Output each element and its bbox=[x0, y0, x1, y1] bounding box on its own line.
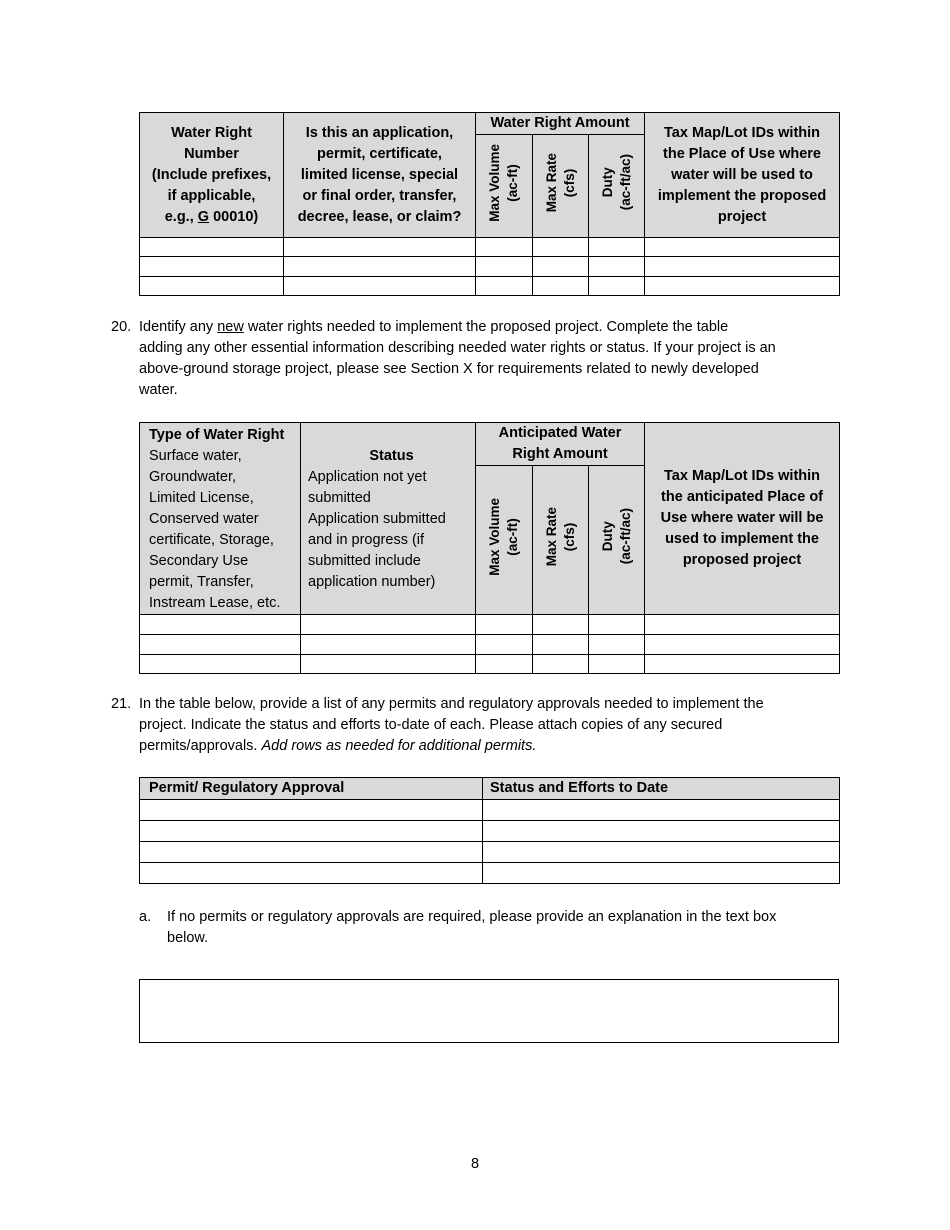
table-cell[interactable] bbox=[589, 277, 645, 296]
table-cell[interactable] bbox=[284, 277, 476, 296]
table-cell[interactable] bbox=[645, 238, 840, 257]
table-cell[interactable] bbox=[645, 257, 840, 277]
table-cell[interactable] bbox=[645, 655, 840, 674]
table-cell[interactable] bbox=[533, 635, 589, 655]
table-cell[interactable] bbox=[589, 238, 645, 257]
table-cell[interactable] bbox=[140, 635, 301, 655]
max-volume-header: Max Volume (ac-ft) bbox=[476, 135, 533, 238]
table-cell[interactable] bbox=[645, 615, 840, 635]
table-cell[interactable] bbox=[589, 655, 645, 674]
table-cell[interactable] bbox=[483, 800, 840, 821]
table-cell[interactable] bbox=[140, 655, 301, 674]
tax-map-lot-header: Tax Map/Lot IDs within the anticipated Place of Use where water will be used to implement the proposed project bbox=[645, 423, 840, 615]
table-cell[interactable] bbox=[483, 821, 840, 842]
table-row bbox=[140, 277, 840, 296]
table-row bbox=[140, 800, 840, 821]
permits-table bbox=[139, 777, 840, 884]
document-type-header: Is this an application, permit, certificate, limited license, special or final order, transfer, decree, lease, or claim? bbox=[284, 113, 476, 238]
table-cell[interactable] bbox=[140, 615, 301, 635]
question-number: 21. bbox=[111, 696, 132, 712]
table-cell[interactable] bbox=[589, 257, 645, 277]
existing-water-rights-table bbox=[139, 112, 840, 296]
table-row bbox=[140, 635, 840, 655]
tax-map-lot-header: Tax Map/Lot IDs within the Place of Use where water will be used to implement the proposed project bbox=[645, 113, 840, 238]
table-cell[interactable] bbox=[476, 238, 533, 257]
type-of-water-right-header: Type of Water Right Surface water, Groundwater, Limited License, Conserved water certificate, Storage, Secondary Use permit, Transfer, Instream Lease, etc. bbox=[140, 423, 301, 615]
duty-header: Duty (ac-ft/ac) bbox=[589, 135, 645, 238]
permit-approval-header: Permit/ Regulatory Approval bbox=[140, 778, 483, 800]
table-cell[interactable] bbox=[533, 655, 589, 674]
new-water-rights-table bbox=[139, 422, 840, 674]
water-right-amount-header: Water Right Amount bbox=[476, 113, 645, 135]
question-21a-text: If no permits or regulatory approvals are required, please provide an explanation in the text box below. bbox=[167, 909, 777, 946]
duty-header: Duty (ac-ft/ac) bbox=[589, 466, 645, 615]
table-cell[interactable] bbox=[533, 257, 589, 277]
max-rate-header: Max Rate (cfs) bbox=[533, 135, 589, 238]
status-header: Status Application not yet submitted Application submitted and in progress (if submitted include application number) bbox=[301, 423, 476, 615]
table-cell[interactable] bbox=[645, 635, 840, 655]
table-cell[interactable] bbox=[140, 821, 483, 842]
table-row bbox=[140, 821, 840, 842]
max-rate-header: Max Rate (cfs) bbox=[533, 466, 589, 615]
table-cell[interactable] bbox=[476, 615, 533, 635]
table-cell[interactable] bbox=[284, 257, 476, 277]
table-cell[interactable] bbox=[140, 842, 483, 863]
table-cell[interactable] bbox=[140, 277, 284, 296]
max-volume-header: Max Volume (ac-ft) bbox=[476, 466, 533, 615]
table-row bbox=[140, 863, 840, 884]
table-cell[interactable] bbox=[589, 615, 645, 635]
table-cell[interactable] bbox=[140, 800, 483, 821]
table-cell[interactable] bbox=[140, 863, 483, 884]
explanation-text-box[interactable] bbox=[139, 979, 839, 1043]
table-cell[interactable] bbox=[483, 863, 840, 884]
water-right-number-header: Water Right Number (Include prefixes, if applicable, e.g., G 00010) bbox=[140, 113, 284, 238]
sub-question-letter: a. bbox=[139, 909, 152, 925]
table-cell[interactable] bbox=[301, 635, 476, 655]
table-row bbox=[140, 615, 840, 635]
table-cell[interactable] bbox=[301, 655, 476, 674]
table-row bbox=[140, 257, 840, 277]
table-cell[interactable] bbox=[645, 277, 840, 296]
table-cell[interactable] bbox=[476, 655, 533, 674]
table-cell[interactable] bbox=[533, 277, 589, 296]
table-cell[interactable] bbox=[476, 277, 533, 296]
table-cell[interactable] bbox=[284, 238, 476, 257]
question-21-text: In the table below, provide a list of any permits and regulatory approvals needed to implement the project. Indicate the status and efforts to-date of each. Please attach copies of any secured permits/approvals. Add rows as needed for additional permits. bbox=[139, 696, 764, 754]
table-cell[interactable] bbox=[140, 257, 284, 277]
table-row bbox=[140, 238, 840, 257]
table-cell[interactable] bbox=[533, 615, 589, 635]
page-number: 8 bbox=[470, 1156, 480, 1172]
status-efforts-header: Status and Efforts to Date bbox=[483, 778, 840, 800]
table-row bbox=[140, 655, 840, 674]
table-cell[interactable] bbox=[140, 238, 284, 257]
table-cell[interactable] bbox=[476, 635, 533, 655]
table-cell[interactable] bbox=[483, 842, 840, 863]
table-cell[interactable] bbox=[589, 635, 645, 655]
question-number: 20. bbox=[111, 319, 132, 335]
table-cell[interactable] bbox=[476, 257, 533, 277]
table-cell[interactable] bbox=[301, 615, 476, 635]
question-20-text: Identify any new water rights needed to implement the proposed project. Complete the table adding any other essential information describing needed water rights or status. If your project is an above-ground storage project, please see Section X for requirements related to newly developed water. bbox=[139, 319, 776, 398]
table-cell[interactable] bbox=[533, 238, 589, 257]
table-row bbox=[140, 842, 840, 863]
anticipated-amount-header: Anticipated Water Right Amount bbox=[476, 423, 645, 466]
